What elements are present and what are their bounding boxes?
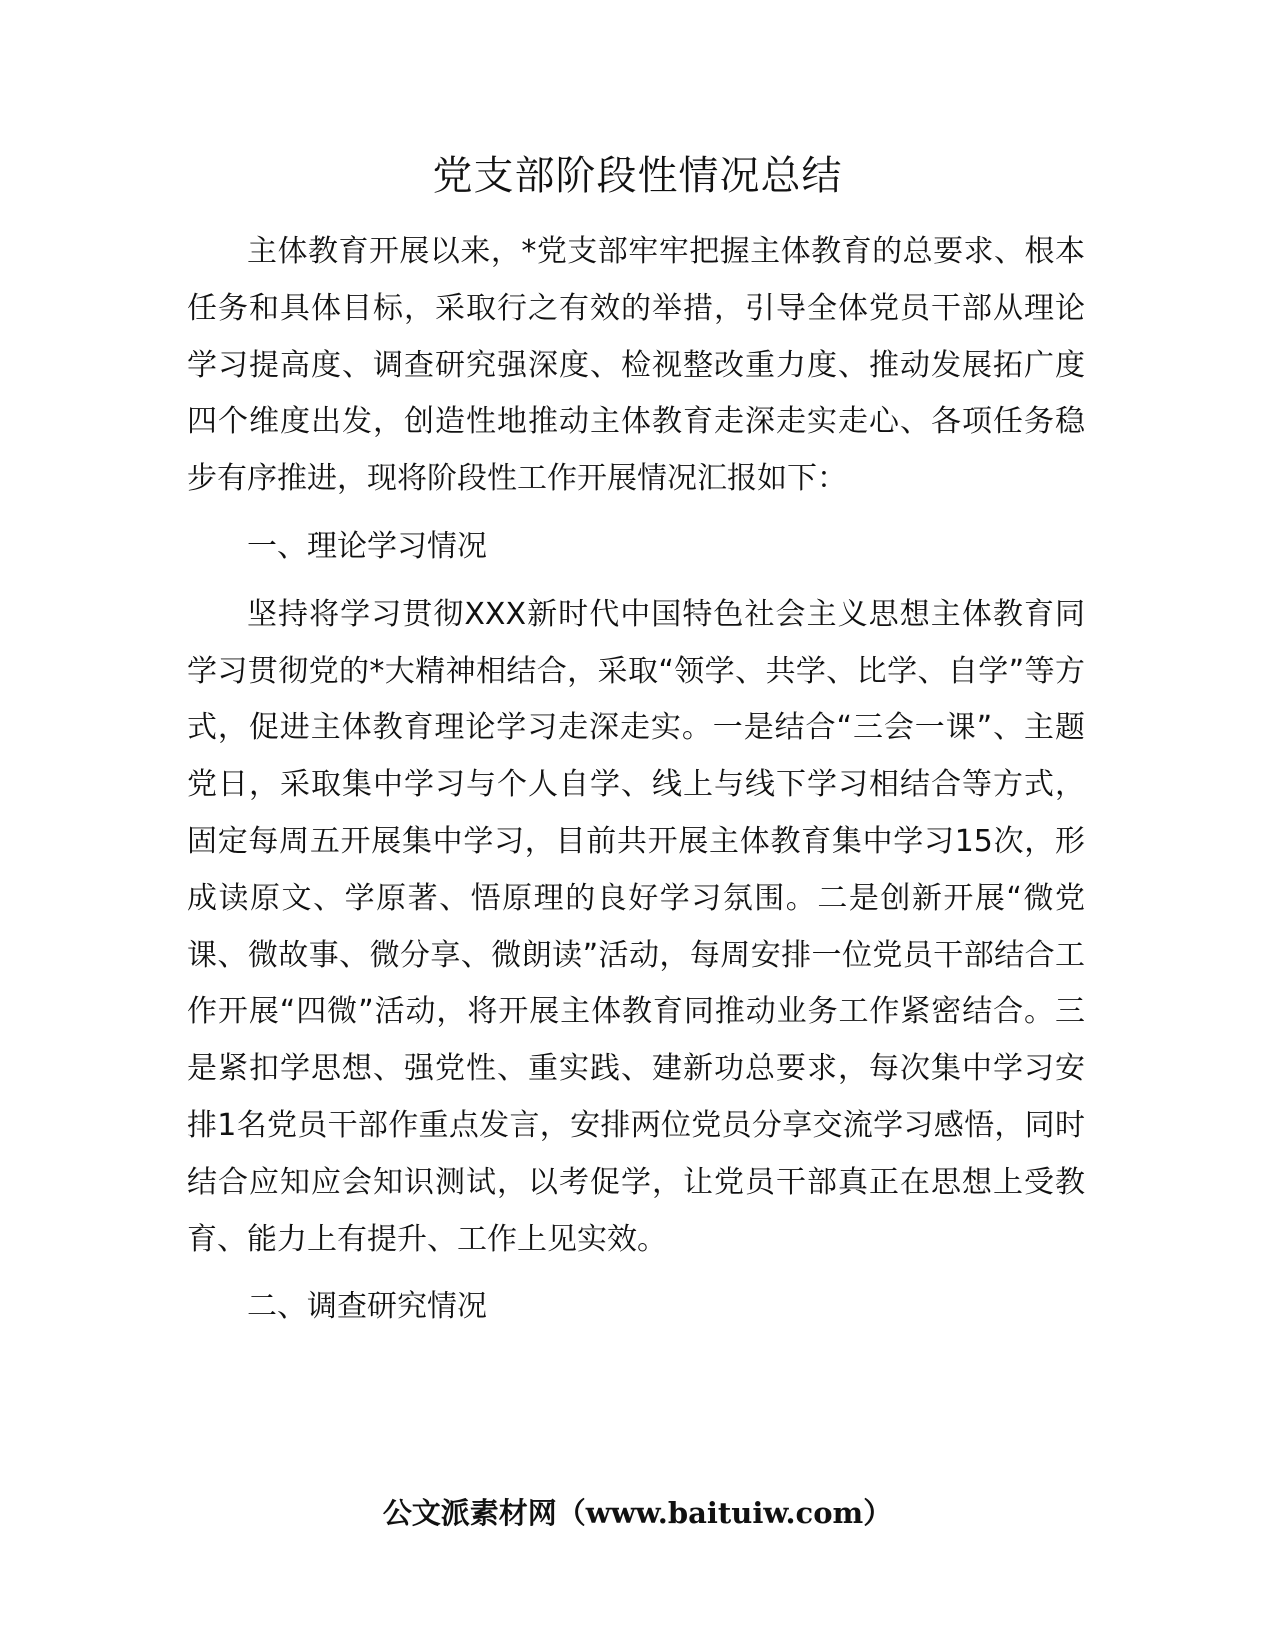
footer-source: 公文派素材网（www.baituiw.com）	[382, 1496, 893, 1530]
section-heading-research: 二、调查研究情况	[247, 1289, 487, 1325]
document-body	[187, 224, 1085, 1336]
document-title: 党支部阶段性情况总结	[432, 153, 843, 199]
section-heading-theory-study: 一、理论学习情况	[247, 528, 487, 564]
intro-paragraph: 主体教育开展以来，*党支部牢牢把握主体教育的总要求、根本任务和具体目标，采取行之有效的举措，引导全体党员干部从理论学习提高度、调查研究强深度、检视整改重力度、推动发展拓广度四个维度出发，创造性地推动主体教育走深走实走心、各项任务稳步有序推进，现将阶段性工作开展情况汇报如下：	[187, 234, 1085, 497]
theory-study-paragraph: 坚持将学习贯彻XXX新时代中国特色社会主义思想主体教育同学习贯彻党的*大精神相结合，采取“领学、共学、比学、自学”等方式，促进主体教育理论学习走深走实。一是结合“三会一课”、主题党日，采取集中学习与个人自学、线上与线下学习相结合等方式，固定每周五开展集中学习，目前共开展主体教育集中学习15次，形成读原文、学原著、悟原理的良好学习氛围。二是创新开展“微党课、微故事、微分享、微朗读”活动，每周安排一位党员干部结合工作开展“四微”活动，将开展主体教育同推动业务工作紧密结合。三是紧扣学思想、强党性、重实践、建新功总要求，每次集中学习安排1名党员干部作重点发言，安排两位党员分享交流学习感悟，同时结合应知应会知识测试，以考促学，让党员干部真正在思想上受教育、能力上有提升、工作上见实效。	[187, 596, 1085, 1257]
